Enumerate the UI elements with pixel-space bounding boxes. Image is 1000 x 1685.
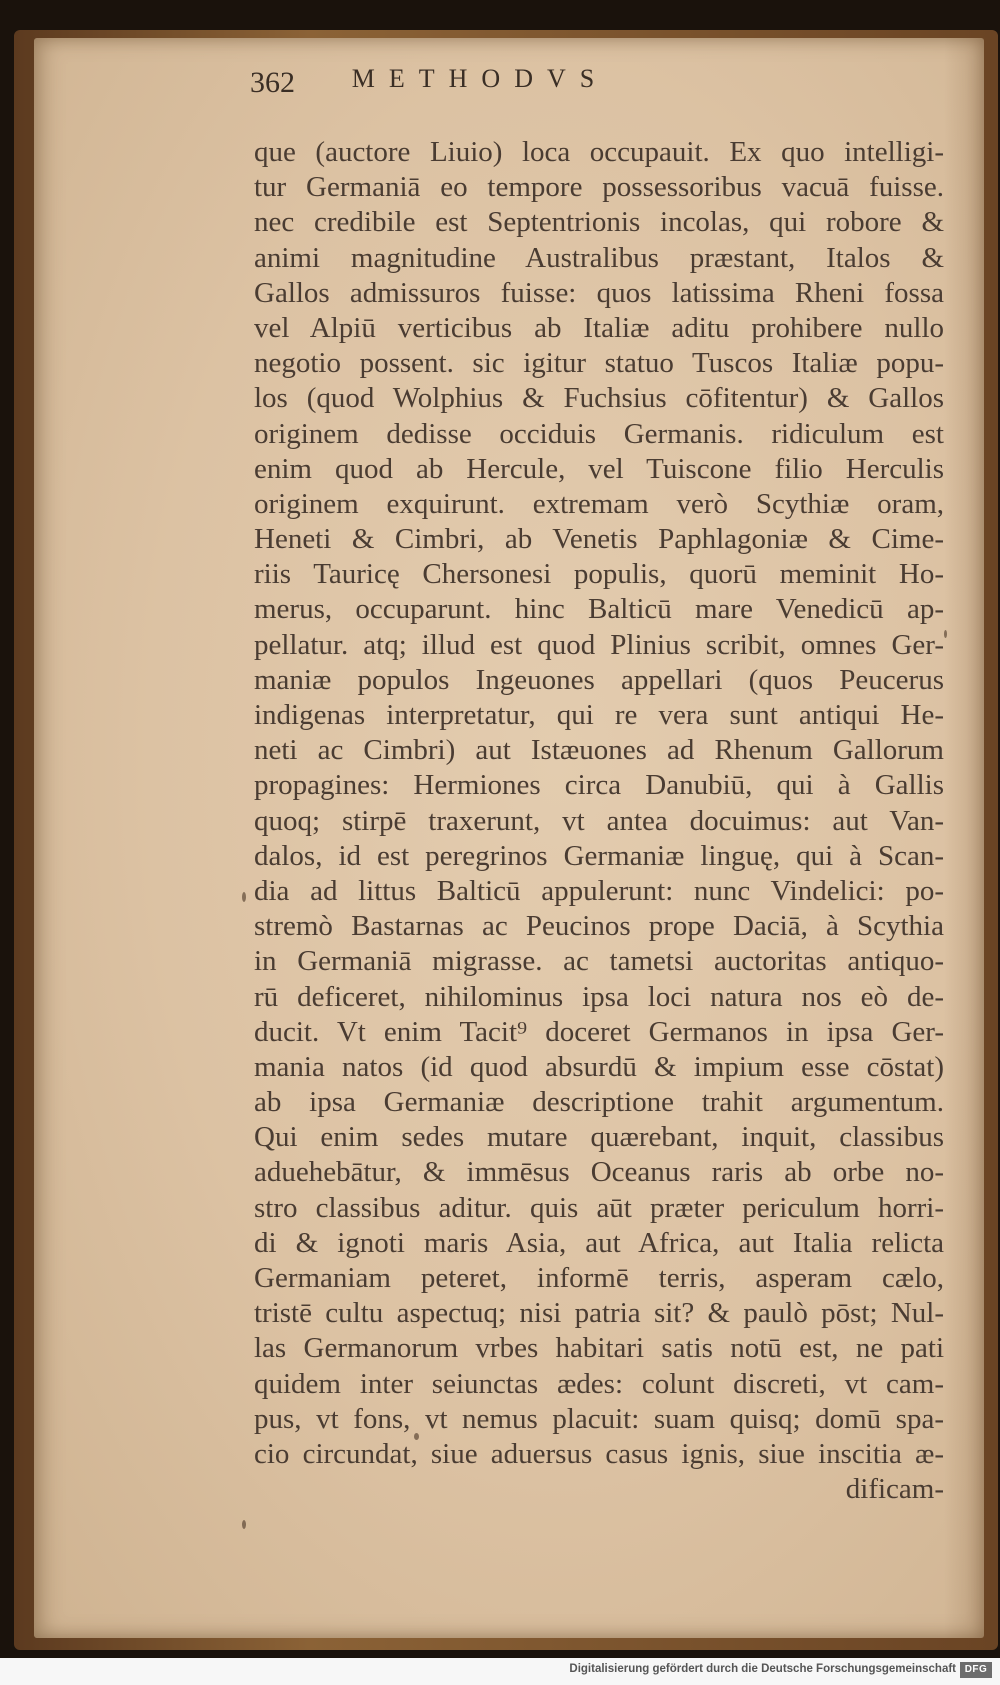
text-line: stremò Bastarnas ac Peucinos prope Daciā, à Scythia [254, 910, 944, 943]
text-line: aduehebātur, & immēsus Oceanus raris ab orbe no- [254, 1156, 944, 1189]
text-line: dia ad littus Balticū appulerunt: nunc Vindelici: po- [254, 874, 944, 907]
text-line: pellatur. atq; illud est quod Plinius scribit, omnes Ger- [254, 628, 944, 661]
text-line: Heneti & Cimbri, ab Venetis Paphlagoniæ & Cime- [254, 523, 944, 556]
running-head: METHODVS [351, 64, 609, 93]
text-line: rū deficeret, nihilominus ipsa loci natura nos eò de- [254, 980, 944, 1013]
text-line: merus, occuparunt. hinc Balticū mare Venedicū ap- [254, 593, 944, 626]
text-line: dificam- [845, 1473, 944, 1506]
text-line: las Germanorum vrbes habitari satis notū est, ne pati [254, 1332, 944, 1365]
text-line: originem exquirunt. extremam verò Scythiæ oram, [254, 487, 944, 520]
page-header [250, 60, 720, 110]
footer-bar [0, 1658, 1000, 1685]
text-line: los (quod Wolphius & Fuchsius cōfitentur) & Gallos [254, 382, 944, 415]
text-line: ducit. Vt enim Tacit⁹ doceret Germanos in ipsa Ger- [254, 1015, 944, 1048]
text-line: pus, vt fons, vt nemus placuit: suam quisq; domū spa- [254, 1402, 944, 1435]
text-line: tristē cultu aspectuq; nisi patria sit? & paulò pōst; Nul- [254, 1297, 944, 1330]
text-line: stro classibus aditur. quis aūt præter periculum horri- [254, 1191, 944, 1224]
page-number: 362 [250, 66, 295, 99]
text-line: quoq; stirpē traxerunt, vt antea docuimus: aut Van- [254, 804, 944, 837]
text-line: tur Germaniā eo tempore possessoribus vacuā fuisse. [254, 171, 944, 204]
dfg-logo: DFG [960, 1662, 992, 1678]
ink-speck [242, 892, 246, 902]
text-line: Qui enim sedes mutare quærebant, inquit, classibus [254, 1121, 944, 1154]
text-line: animi magnitudine Australibus præstant, Italos & [254, 241, 944, 274]
text-line: dalos, id est peregrinos Germaniæ linguę, qui à Scan- [254, 839, 944, 872]
text-line: riis Tauricę Chersonesi populis, quorū meminit Ho- [254, 558, 944, 591]
text-line: originem dedisse occiduis Germanis. ridiculum est [254, 417, 944, 450]
text-line: nec credibile est Septentrionis incolas, qui robore & [254, 206, 944, 239]
funding-credit: Digitalisierung gefördert durch die Deutsche Forschungsgemeinschaft [569, 1663, 956, 1675]
text-line: indigenas interpretatur, qui re vera sunt antiqui He- [254, 699, 944, 731]
text-line: ab ipsa Germaniæ descriptione trahit argumentum. [254, 1086, 944, 1119]
text-line: in Germaniā migrasse. ac tametsi auctoritas antiquo- [254, 945, 944, 978]
ink-speck [944, 630, 947, 638]
text-line: mania natos (id quod absurdū & impium esse cōstat) [254, 1050, 944, 1083]
text-line: cio circundat, siue aduersus casus ignis, siue inscitia æ- [254, 1437, 944, 1470]
body-text [254, 135, 944, 1507]
text-line: quidem inter seiunctas ædes: colunt discreti, vt cam- [254, 1367, 944, 1400]
text-line: enim quod ab Hercule, vel Tuiscone filio Herculis [254, 452, 944, 485]
text-line: propagines: Hermiones circa Danubiū, qui à Gallis [254, 769, 944, 802]
page-gutter-shadow [944, 38, 984, 1638]
text-line: neti ac Cimbri) aut Istæuones ad Rhenum Gallorum [254, 734, 944, 767]
text-line: Gallos admissuros fuisse: quos latissima Rheni fossa [254, 276, 944, 309]
text-line: Germaniam peteret, informē terris, asperam cælo, [254, 1262, 944, 1294]
text-line: negotio possent. sic igitur statuo Tuscos Italiæ popu- [254, 347, 944, 380]
text-line: vel Alpiū verticibus ab Italiæ aditu prohibere nullo [254, 311, 944, 344]
text-line: maniæ populos Ingeuones appellari (quos Peucerus [254, 663, 944, 696]
ink-speck [242, 1520, 246, 1529]
text-line: di & ignoti maris Asia, aut Africa, aut Italia relicta [254, 1226, 944, 1259]
text-line: que (auctore Liuio) loca occupauit. Ex quo intelligi- [254, 136, 944, 168]
